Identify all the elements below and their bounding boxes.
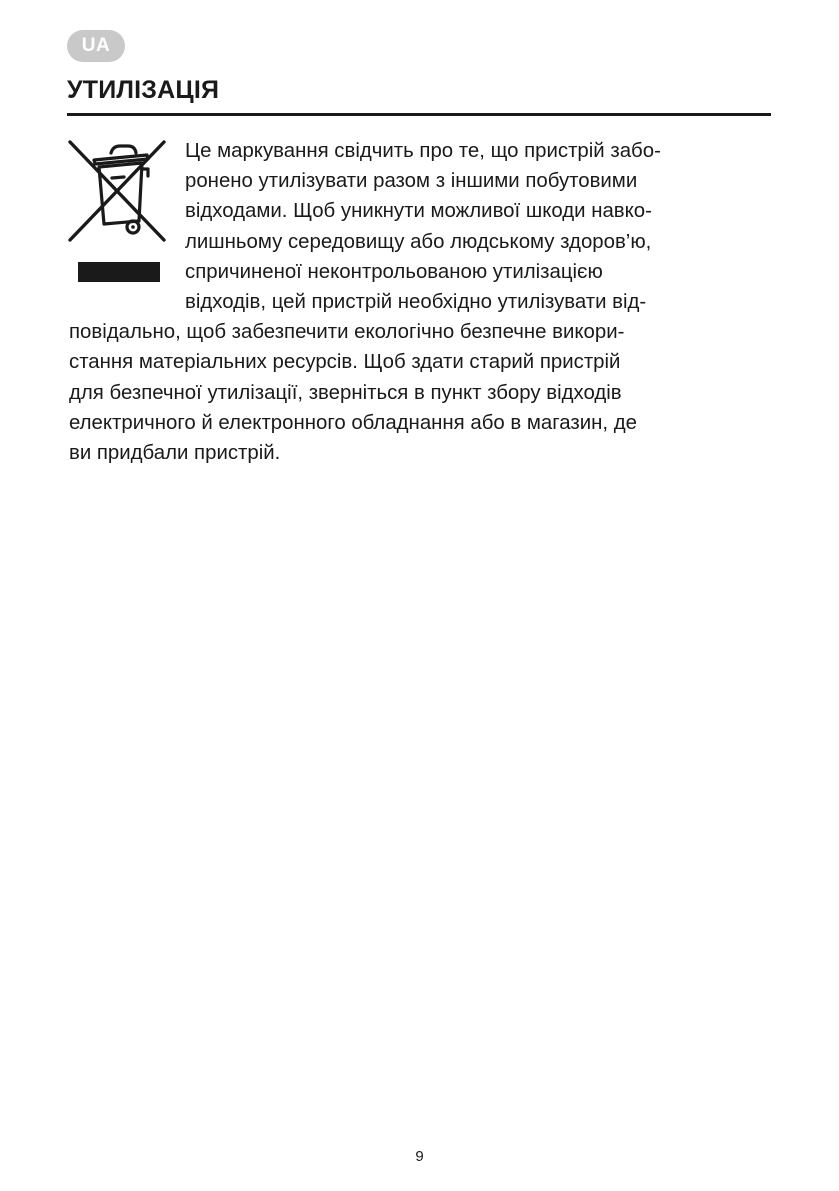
disposal-instructions — [69, 136, 759, 468]
text-line: стання матеріальних ресурсів. Щоб здати старий пристрій — [69, 351, 621, 374]
symbol-wrap-space — [69, 136, 185, 314]
title-divider — [67, 113, 771, 116]
text-line: повідально, щоб забезпечити екологічно безпечне викори- — [69, 321, 625, 344]
text-line: електричного й електронного обладнання або в магазин, де — [69, 411, 637, 434]
text-line: спричиненої неконтрольованою утилізацією — [185, 260, 603, 283]
text-line: відходами. Щоб уникнути можливої шкоди навко- — [185, 200, 652, 223]
page-number: 9 — [415, 1148, 424, 1165]
text-line: лишньому середовищу або людському здоров’ю, — [185, 230, 652, 253]
text-line: ронено утилізувати разом з іншими побутовими — [185, 170, 638, 193]
section-title: УТИЛІЗАЦІЯ — [67, 76, 220, 104]
text-line: відходів, цей пристрій необхідно утилізувати від- — [185, 291, 647, 314]
text-line: Це маркування свідчить про те, що пристрій забо- — [185, 140, 661, 162]
text-line: ви придбали пристрій. — [69, 442, 281, 465]
text-line: для безпечної утилізації, зверніться в пункт збору відходів — [69, 381, 622, 404]
language-badge: UA — [67, 30, 125, 62]
